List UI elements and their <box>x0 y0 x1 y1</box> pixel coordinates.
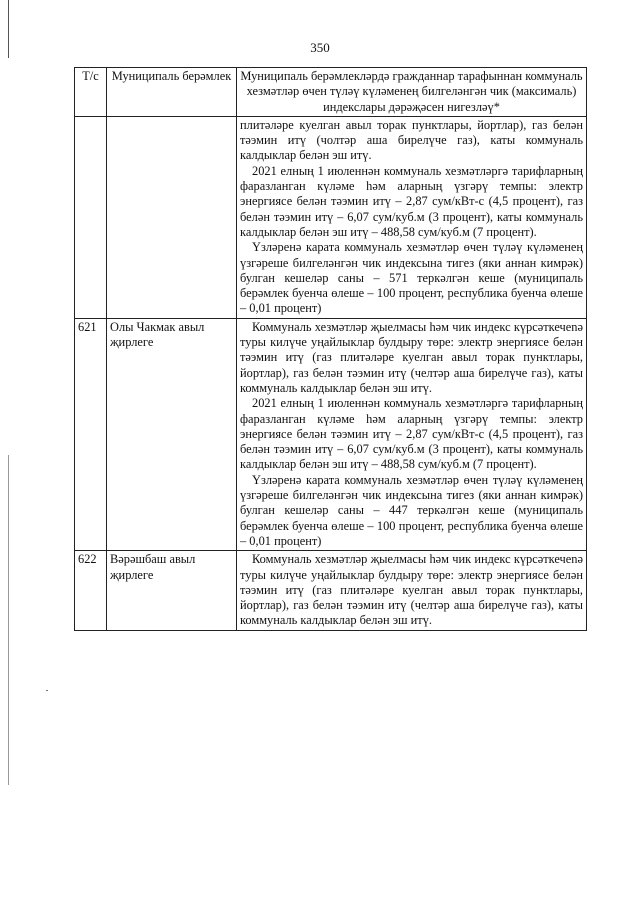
page-number: 350 <box>310 40 330 55</box>
municipality-name: Вәрәшбаш авыл җирлеге <box>107 551 237 630</box>
justification-cell <box>237 116 587 318</box>
row-number <box>75 116 107 318</box>
table-header-row <box>75 68 587 117</box>
scan-margin-line-top <box>8 0 9 58</box>
justification-paragraph: Үзләренә карата коммуналь хезмәтләр өчен түләү күләменең үзгәреше билгеләнгән чик индексына тигез (яки аннан кимрәк) булган кешеләр саны – 571 теркәлгән кеше (муниципаль берәмлек буенча өлеше – 100 процент, республика буенча өлеше – 0,01 процент) <box>240 240 583 316</box>
table-row <box>75 551 587 630</box>
justification-cell <box>237 318 587 550</box>
municipality-name: Олы Чакмак авыл җирлеге <box>107 318 237 550</box>
tariff-table <box>74 67 587 631</box>
justification-paragraph: 2021 елның 1 июленнән коммуналь хезмәтләргә тарифларның фаразланган күләме һәм аларның үзгәрү темпы: электр энергиясе белән тәэмин итү – 2,87 сум/кВт-с (4,5 процент), газ белән тәэмин итү – 6,07 сум/куб.м (3 процент), каты коммуналь калдыклар белән эш итү – 488,58 сум/куб.м (7 процент). <box>240 163 583 239</box>
header-municipality: Муниципаль берәмлек <box>107 68 237 117</box>
justification-paragraph: Коммуналь хезмәтләр җыелмасы һәм чик индекс күрсәткечenә туры килүче уңайлыклар булдыру төре: электр энергиясе белән тәэмин итү (газ плитәләре куелган авыл торак пунктлары, йортлар), газ белән тәэмин итү (челтәр аша бирелүче газ), каты коммуналь калдыклар белән эш итү. <box>240 319 583 395</box>
scan-margin-line-bottom <box>8 455 9 785</box>
justification-paragraph: Үзләренә карата коммуналь хезмәтләр өчен түләү күләменең үзгәреше билгеләнгән чик индексына тигез (яки аннан кимрәк) булган кешеләр саны – 447 теркәлгән кеше (муниципаль берәмлек буенча өлеше – 100 процент, республика буенча өлеше – 0,01 процент) <box>240 472 583 548</box>
header-number: Т/с <box>75 68 107 117</box>
row-number: 622 <box>75 551 107 630</box>
scan-speck <box>46 690 48 691</box>
row-number: 621 <box>75 318 107 550</box>
justification-cell <box>237 551 587 630</box>
justification-paragraph: 2021 елның 1 июленнән коммуналь хезмәтләргә тарифларның фаразланган күләме һәм аларның үзгәрү темпы: электр энергиясе белән тәэмин итү – 2,87 сум/кВт-с (4,5 процент), газ белән тәэмин итү – 6,07 сум/куб.м (3 процент), каты коммуналь калдыклар белән эш итү – 488,58 сум/куб.м (7 процент). <box>240 396 583 472</box>
justification-paragraph: Коммуналь хезмәтләр җыелмасы һәм чик индекс күрсәткечenә туры килүче уңайлыклар булдыру төре: электр энергиясе белән тәэмин итү (газ плитәләре куелган авыл торак пунктлары, йортлар), газ белән тәэмин итү (челтәр аша бирелүче газ), каты коммуналь калдыклар белән эш итү. <box>240 552 583 628</box>
header-justification: Муниципаль берәмлекләрдә гражданнар тарафыннан коммуналь хезмәтләр өчен түләү күләменең билгеләнгән чик (максималь) индекслары дәрәҗәсен нигезләү* <box>237 68 587 117</box>
municipality-name <box>107 116 237 318</box>
table-row <box>75 318 587 550</box>
table-row <box>75 116 587 318</box>
justification-paragraph: плитәләре куелган авыл торак пунктлары, йортлар), газ белән тәэмин итү (чолтәр аша бирелүче газ), каты коммуналь калдыклар белән эш итү. <box>240 117 583 163</box>
